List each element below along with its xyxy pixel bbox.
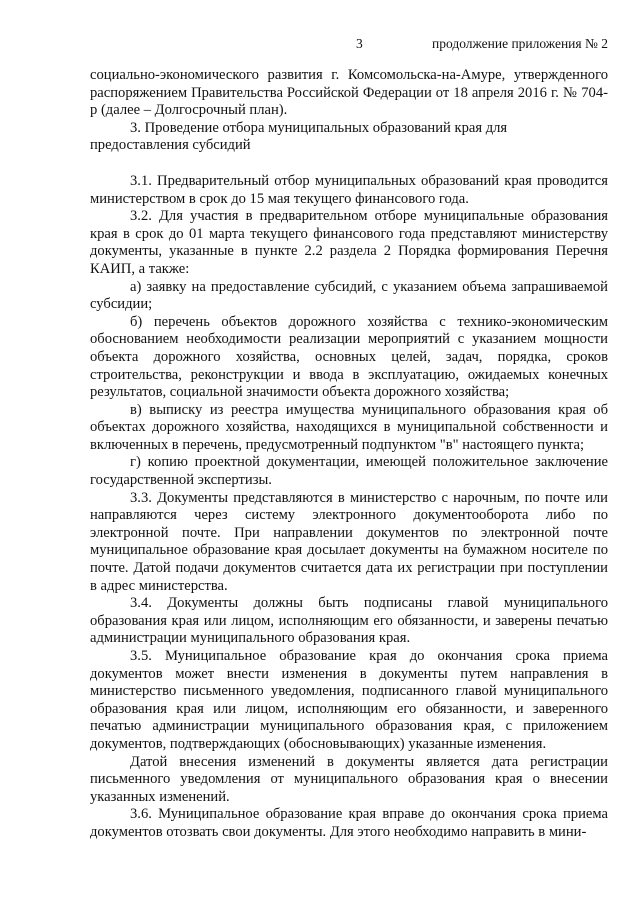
- paragraph-3-2-v: в) выписку из реестра имущества муниципального образования края об объектах дорожного хозяйства, находящихся в муниципальной собственности и включенных в перечень, предусмотренный подпунктом "в" настоящего пункта;: [90, 401, 608, 453]
- paragraph-3-2-a: а) заявку на предоставление субсидий, с указанием объема запрашиваемой субсидии;: [90, 278, 608, 313]
- paragraph-3-6: 3.6. Муниципальное образование края вправе до окончания срока приема документов отозвать свои документы. Для этого необходимо направить в мини-: [90, 806, 608, 840]
- paragraph-3-5: 3.5. Муниципальное образование края до окончания срока приема документов может внести изменения в документы путем направления в министерство письменного уведомления, подписанного главой муниципального образования края или лицом, исполняющим его обязанности, и заверенного печатью администрации муниципального образования края, с приложением документов, подтверждающих (обосновывающих) указанные изменения.: [90, 648, 608, 752]
- intro-paragraph: социально-экономического развития г. Комсомольска-на-Амуре, утвержденного распоряжением Правительства Российской Федерации от 18 апреля 2016 г. № 704-р (далее – Долгосрочный план).: [90, 67, 608, 119]
- section-3-title: 3. Проведение отбора муниципальных образований края для предоставления субсидий: [90, 119, 508, 154]
- page-header: [0, 36, 640, 56]
- paragraph-3-3: 3.3. Документы представляются в министерство с нарочным, по почте или направляются через систему электронного документооборота либо по электронной почте. При направлении документов по электронной почте муниципальное образование края досылает документы на бумажном носителе по почте. Датой подачи документов считается дата их регистрации при поступлении в адрес министерства.: [90, 489, 608, 594]
- document-body: [90, 67, 608, 842]
- paragraph-3-4: 3.4. Документы должны быть подписаны главой муниципального образования края или лицом, исполняющим его обязанности, и заверены печатью администрации муниципального образования края.: [90, 595, 608, 647]
- paragraph-3-2-g: г) копию проектной документации, имеющей положительное заключение государственной экспертизы.: [90, 454, 608, 489]
- paragraph-3-5-change-date: Датой внесения изменений в документы является дата регистрации письменного уведомления от муниципального образования края о внесении указанных изменений.: [90, 753, 608, 805]
- paragraph-3-2-b: б) перечень объектов дорожного хозяйства с технико-экономическим обоснованием необходимости реализации мероприятий с указанием мощности объекта дорожного хозяйства, основных целей, задач, порядка, сроков строительства, реконструкции и ввода в эксплуатацию, ожидаемых конечных результатов, социальной значимости объекта дорожного хозяйства;: [90, 313, 608, 401]
- paragraph-3-2: 3.2. Для участия в предварительном отборе муниципальные образования края в срок до 01 марта текущего финансового года представляют министерству документы, указанные в пункте 2.2 раздела 2 Порядка формирования Перечня КАИП, а также:: [90, 208, 608, 277]
- appendix-continuation-note: продолжение приложения № 2: [431, 36, 608, 51]
- page-number: 3: [356, 36, 363, 51]
- paragraph-3-1: 3.1. Предварительный отбор муниципальных образований края проводится министерством в срок до 15 мая текущего финансового года.: [90, 172, 608, 207]
